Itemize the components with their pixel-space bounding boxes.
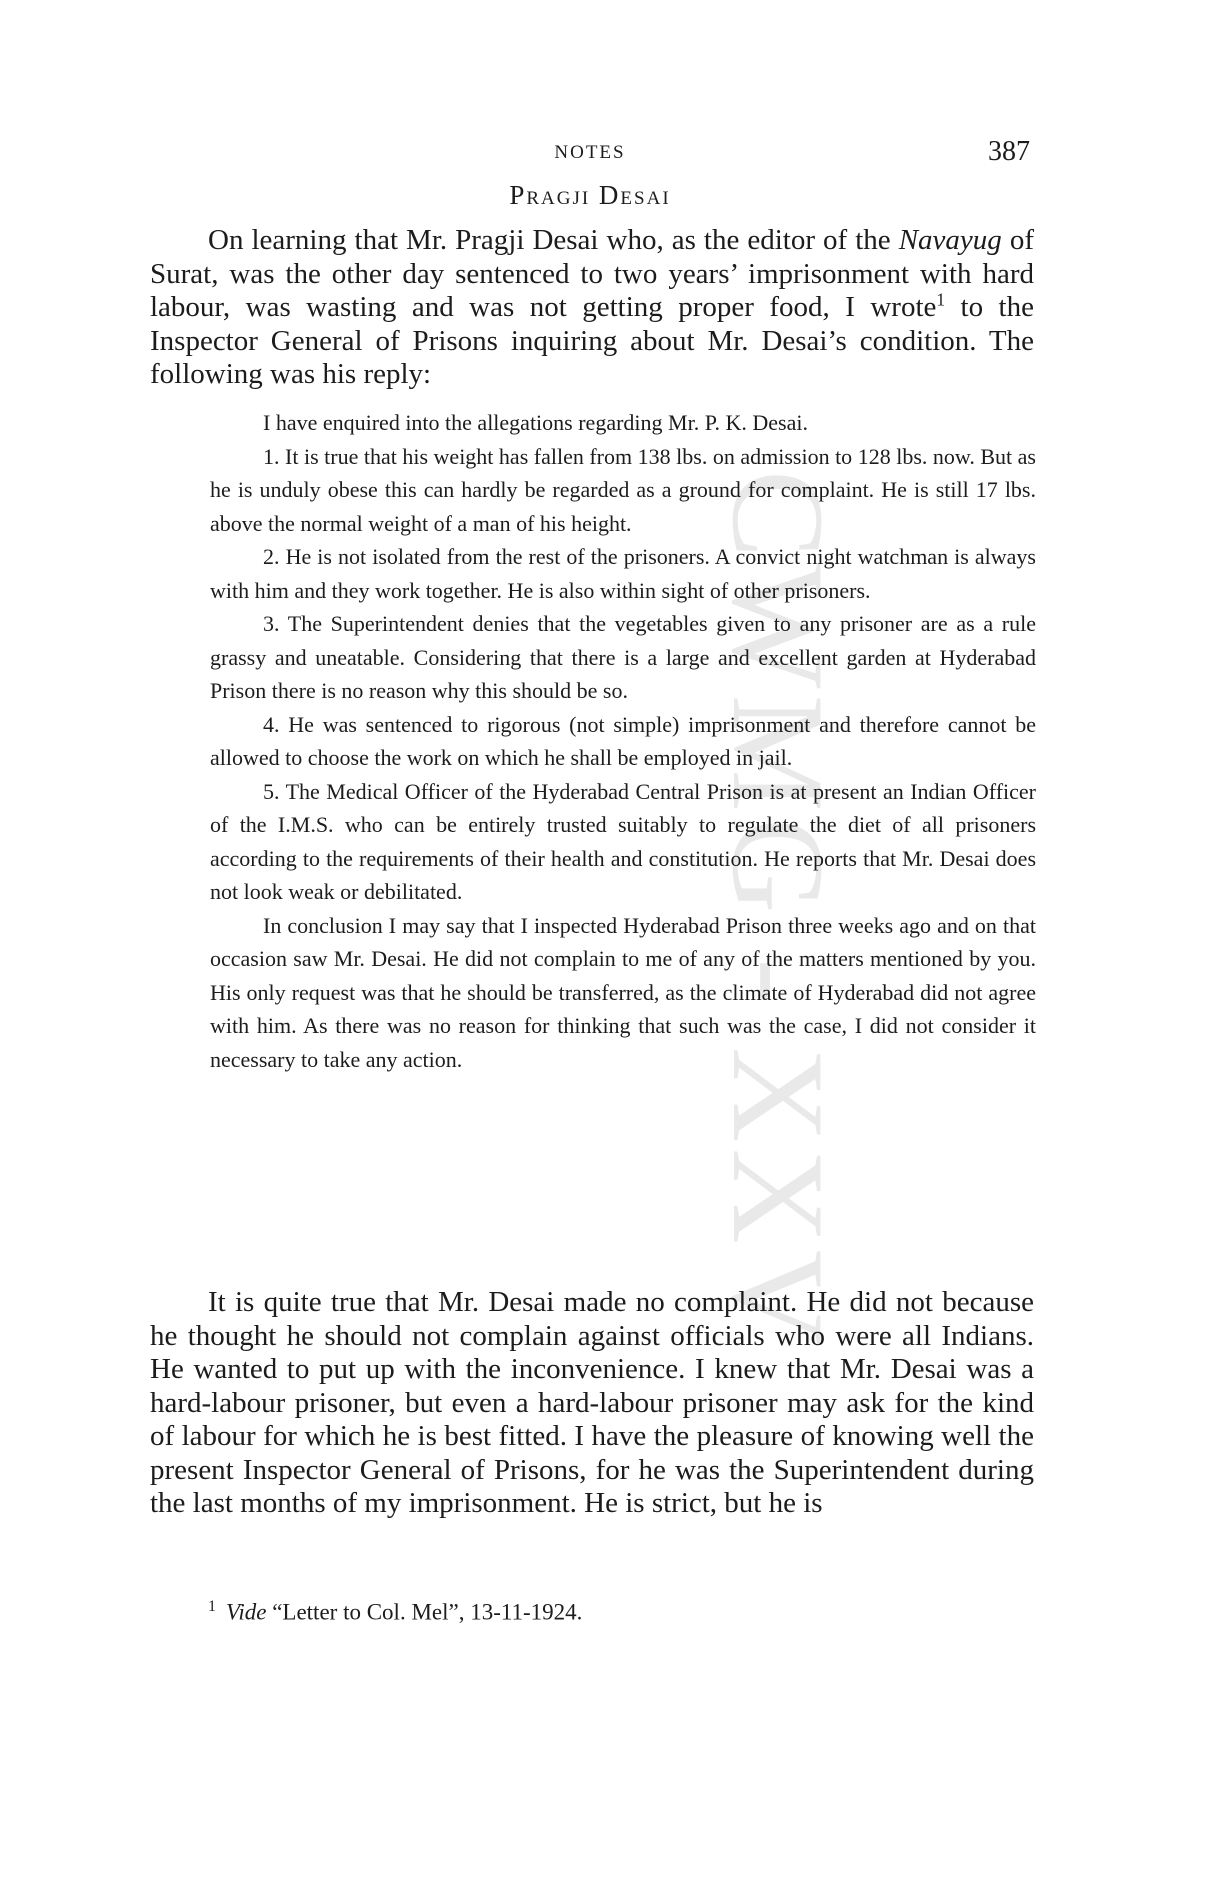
footnote bbox=[208, 1598, 1008, 1626]
section-title: Pragji Desai bbox=[509, 180, 671, 210]
closing-text: It is quite true that Mr. Desai made no complaint. He did not because he thought he should not complain against officials who were all Indians. He wanted to put up with the inconvenience. I knew that Mr. Desai was a hard-labour prisoner, but even a hard-labour prisoner may ask for the kind of labour for which he is best fitted. I have the pleasure of knowing well the present Inspector General of Prisons, for he was the Superintendent during the last months of my imprisonment. He is strict, but he is bbox=[150, 1286, 1034, 1519]
quote-paragraph: I have enquired into the allegations regarding Mr. P. K. Desai. bbox=[263, 410, 808, 435]
page-number: 387 bbox=[988, 136, 1030, 167]
footnote-ref[interactable]: 1 bbox=[936, 289, 946, 310]
quote-paragraph: 1. It is true that his weight has fallen from 138 lbs. on admission to 128 lbs. now. But as he is unduly obese this can hardly be regarded as a ground for complaint. He is still 17 lbs. above the normal weight of a man of his height. bbox=[210, 443, 1036, 536]
quote-paragraph: 2. He is not isolated from the rest of the prisoners. A convict night watchman is always with him and they work together. He is also within sight of other prisoners. bbox=[210, 544, 1036, 603]
newspaper-name: Navayug bbox=[898, 224, 1002, 256]
footnote-vide: Vide bbox=[226, 1599, 267, 1625]
closing-paragraph bbox=[150, 1286, 1034, 1521]
footnote-text: “Letter to Col. Mel”, 13-11-1924. bbox=[266, 1599, 583, 1625]
quote-paragraph: 5. The Medical Officer of the Hyderabad Central Prison is at present an Indian Officer of the I.M.S. who can be entirely trusted suitably to regulate the diet of all prisoners according to the requirements of their health and constitution. He reports that Mr. Desai does not look weak or debilitated. bbox=[210, 778, 1036, 904]
watermark: CWMG - XXV bbox=[705, 470, 852, 1352]
intro-text-2: of Surat, was the other day sentenced to two years’ imprisonment with hard labour, was wasting and was not getting proper food, I wrote bbox=[150, 224, 1034, 323]
intro-text-1: On learning that Mr. Pragji Desai who, as the editor of the bbox=[208, 224, 899, 256]
footnote-number: 1 bbox=[208, 1598, 216, 1615]
running-head: NOTES bbox=[554, 142, 626, 163]
quote-paragraph: 4. He was sentenced to rigorous (not simple) imprisonment and therefore cannot be allowed to choose the work on which he shall be employed in jail. bbox=[210, 711, 1036, 770]
quoted-reply bbox=[210, 406, 1036, 1076]
quote-paragraph: In conclusion I may say that I inspected Hyderabad Prison three weeks ago and on that occasion saw Mr. Desai. He did not complain to me of any of the matters mentioned by you. His only request was that he should be transferred, as the climate of Hyderabad did not agree with him. As there was no reason for thinking that such was the case, I did not consider it necessary to take any action. bbox=[210, 912, 1036, 1072]
intro-paragraph bbox=[150, 224, 1034, 392]
intro-text-3: to the Inspector General of Prisons inquiring about Mr. Desai’s condition. The following was his reply: bbox=[150, 291, 1034, 390]
page-header bbox=[150, 136, 1030, 170]
quote-paragraph: 3. The Superintendent denies that the vegetables given to any prisoner are as a rule grassy and uneatable. Considering that there is a large and excellent garden at Hyderabad Prison there is no reason why this should be so. bbox=[210, 611, 1036, 703]
